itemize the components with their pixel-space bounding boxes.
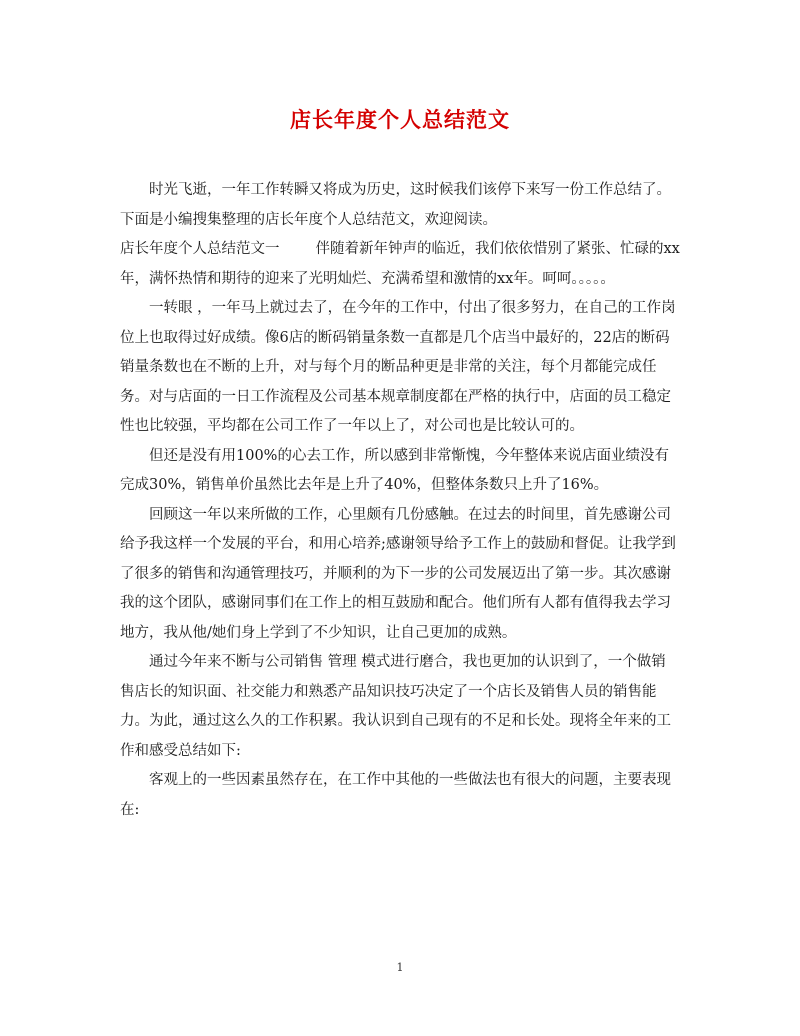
intro-paragraph: 时光飞逝，一年工作转瞬又将成为历史，这时候我们该停下来写一份工作总结了。下面是小编搜集整理的店长年度个人总结范文，欢迎阅读。 <box>120 182 671 228</box>
page-title: 店长年度个人总结范文 <box>290 107 510 132</box>
body-paragraph: 回顾这一年以来所做的工作，心里颇有几份感触。在过去的时间里，首先感谢公司给予我这样一个发展的平台，和用心培养;感谢领导给予工作上的鼓励和督促。让我学到了很多的销售和沟通管理技巧，并顺利的为下一步的公司发展迈出了第一步。其次感谢我的这个团队，感谢同事们在工作上的相互鼓励和配合。他们所有人都有值得我去学习地方，我从他/她们身上学到了不少知识，让自己更加的成熟。 <box>120 506 676 641</box>
document-body <box>120 176 680 825</box>
section-paragraph <box>120 235 680 294</box>
body-paragraph: 一转眼 ，一年马上就过去了，在今年的工作中，付出了很多努力，在自己的工作岗位上也取得过好成绩。像6店的断码销量条数一直都是几个店当中最好的，22店的断码销量条数也在不断的上升，对与每个月的断品种更是非常的关注，每个月都能完成任务。对与店面的一日工作流程及公司基本规章制度都在严格的执行中，店面的员工稳定性也比较强，平均都在公司工作了一年以上了，对公司也是比较认可的。 <box>120 300 676 434</box>
section-opening: 伴随着新年钟声的临近，我们依依惜别了紧张、忙碌的xx年，满怀热情和期待的迎来了光明灿烂、充满希望和激情的xx年。呵呵。。。。。 <box>120 241 680 287</box>
body-paragraph: 通过今年来不断与公司销售 管理 模式进行磨合，我也更加的认识到了，一个做销售店长的知识面、社交能力和熟悉产品知识技巧决定了一个店长及销售人员的销售能力。为此，通过这么久的工作积累。我认识到自己现有的不足和长处。现将全年来的工作和感受总结如下: <box>120 654 671 759</box>
body-paragraph: 客观上的一些因素虽然存在，在工作中其他的一些做法也有很大的问题，主要表现在: <box>120 772 671 818</box>
page-number: 1 <box>396 961 404 974</box>
body-paragraph: 但还是没有用100%的心去工作，所以感到非常惭愧，今年整体来说店面业绩没有完成30%，销售单价虽然比去年是上升了40%，但整体条数只上升了16%。 <box>120 447 669 493</box>
section-heading: 店长年度个人总结范文一 <box>120 241 280 257</box>
